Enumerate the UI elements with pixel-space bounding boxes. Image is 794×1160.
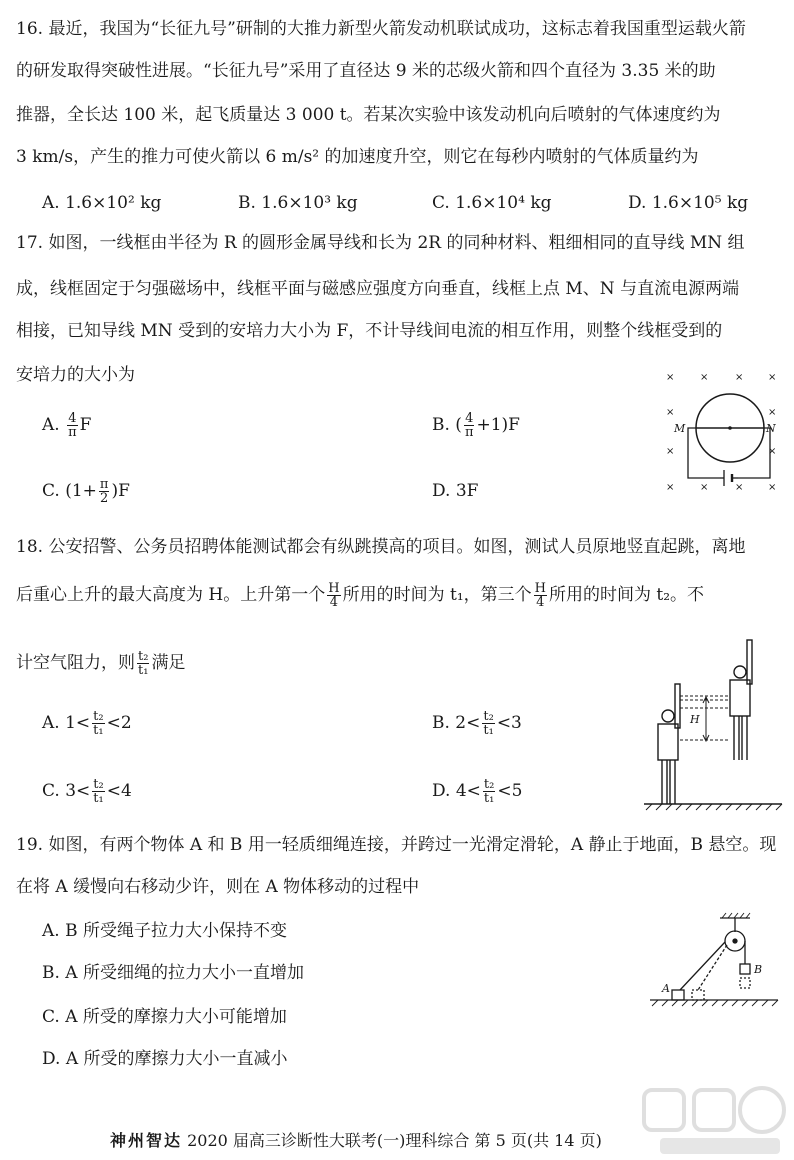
q17-opt-c-den: 2 xyxy=(100,491,109,506)
q18-frac-h-2-den: 4 xyxy=(536,595,545,610)
q18-opt-d-pre: D. 4< xyxy=(432,781,481,801)
q18-line-2-part-a: 后重心上升的最大高度为 H。上升第一个 xyxy=(16,585,326,605)
q18-line-3-part-a: 计空气阻力，则 xyxy=(16,653,135,673)
q18-line-3-part-b: 满足 xyxy=(151,653,186,673)
q18-opt-d-post: <5 xyxy=(497,781,523,801)
q18-frac-h-1-den: 4 xyxy=(329,595,339,610)
q19-figure-pulley xyxy=(646,912,782,1016)
q17-opt-a-den: π xyxy=(68,425,77,440)
q17-option-a xyxy=(42,412,91,439)
q19-line-2: 在将 A 缓慢向右移动少许，则在 A 物体移动的过程中 xyxy=(16,877,420,897)
svg-text:×: × xyxy=(735,482,744,493)
page-footer xyxy=(110,1128,602,1151)
svg-text:×: × xyxy=(666,372,675,383)
q16-line-3: 推器，全长达 100 米，起飞质量达 3 000 t。若某次实验中该发动机向后喷射的气体速度约为 xyxy=(16,105,721,125)
q19-option-c: C. A 所受的摩擦力大小可能增加 xyxy=(42,1007,287,1027)
svg-text:×: × xyxy=(700,482,709,493)
q19-option-a: A. B 所受绳子拉力大小保持不变 xyxy=(42,921,287,941)
q18-opt-b-pre: B. 2< xyxy=(432,713,481,733)
q17-opt-a-prefix: A. xyxy=(42,415,60,435)
q17-option-d: D. 3F xyxy=(432,481,479,501)
q18-opt-c-pre: C. 3< xyxy=(42,781,91,801)
q17-opt-b-fraction xyxy=(464,412,475,439)
svg-text:×: × xyxy=(768,482,777,493)
block-a-dashed xyxy=(692,990,704,1000)
q18-opt-c-post: <4 xyxy=(106,781,132,801)
label-b: B xyxy=(754,963,763,976)
footer-text: 2020 届高三诊断性大联考(一)理科综合 第 5 页(共 14 页) xyxy=(182,1131,602,1150)
q17-opt-b-prefix: B. ( xyxy=(432,415,462,435)
q18-opt-c-den: t₁ xyxy=(93,791,104,806)
q18-opt-b-post: <3 xyxy=(496,713,522,733)
q16-line-1: 16. 最近，我国为“长征九号”研制的大推力新型火箭发动机联试成功，这标志着我国重型运载火箭 xyxy=(16,19,746,39)
q18-line-2-part-c: 所用的时间为 t₂。不 xyxy=(548,585,705,605)
jumping-person xyxy=(730,640,752,760)
q18-ratio xyxy=(137,650,149,677)
q18-opt-c-num: t₂ xyxy=(93,777,104,792)
q18-frac-h-1 xyxy=(327,582,340,609)
ceiling-hatching xyxy=(722,913,750,918)
q18-line-3 xyxy=(16,650,185,677)
q17-opt-a-suffix: F xyxy=(79,415,92,435)
label-m: M xyxy=(674,422,686,435)
q18-line-1: 18. 公安招警、公务员招聘体能测试都会有纵跳摸高的项目。如图，测试人员原地竖直起跳，离地 xyxy=(16,537,746,557)
q17-line-2: 成，线框固定于匀强磁场中，线框平面与磁感应强度方向垂直，线框上点 M、N 与直流电源两端 xyxy=(16,279,740,299)
q17-line-1: 17. 如图，一线框由半径为 R 的圆形金属导线和长为 2R 的同种材料、粗细相同的直导线 MN 组 xyxy=(16,233,745,253)
q18-opt-d-num: t₂ xyxy=(483,777,495,792)
footer-brand: 神州智达 xyxy=(110,1131,183,1150)
q17-opt-c-prefix: C. (1+ xyxy=(42,481,97,501)
q18-ratio-num: t₂ xyxy=(138,649,149,664)
q19-option-b: B. A 所受细绳的拉力大小一直增加 xyxy=(42,963,304,983)
q17-opt-a-fraction xyxy=(67,412,78,439)
q18-option-b xyxy=(432,710,522,737)
q18-option-d xyxy=(432,778,522,805)
q18-option-c xyxy=(42,778,132,805)
q18-opt-a-ratio xyxy=(92,710,104,737)
q18-opt-b-den: t₁ xyxy=(483,723,494,738)
q17-figure-circuit xyxy=(660,368,784,498)
q18-opt-c-ratio xyxy=(92,778,104,805)
q16-option-d: D. 1.6×10⁵ kg xyxy=(628,193,749,213)
standing-person xyxy=(658,684,680,804)
svg-text:×: × xyxy=(666,446,675,457)
q17-opt-a-num: 4 xyxy=(68,411,77,426)
svg-text:×: × xyxy=(666,482,675,493)
q17-line-3: 相接，已知导线 MN 受到的安培力大小为 F，不计导线间电流的相互作用，则整个线框受到的 xyxy=(16,321,723,341)
q17-line-4: 安培力的大小为 xyxy=(16,365,135,385)
q17-option-c xyxy=(42,478,130,505)
q18-ratio-den: t₁ xyxy=(138,663,149,678)
q17-opt-b-num: 4 xyxy=(465,411,474,426)
q18-line-2 xyxy=(16,582,704,609)
q17-opt-b-suffix: +1)F xyxy=(476,415,520,435)
q16-option-c: C. 1.6×10⁴ kg xyxy=(432,193,552,213)
q18-opt-d-den: t₁ xyxy=(483,791,495,806)
q18-opt-a-num: t₂ xyxy=(93,709,104,724)
q17-opt-c-num: π xyxy=(99,477,109,492)
circuit-wire xyxy=(688,428,770,478)
q18-line-2-part-b: 所用的时间为 t₁，第三个 xyxy=(342,585,532,605)
q18-figure-jump xyxy=(640,636,790,812)
svg-text:×: × xyxy=(768,372,777,383)
svg-text:×: × xyxy=(768,407,777,418)
q18-opt-b-ratio xyxy=(482,710,494,737)
q16-option-a: A. 1.6×10² kg xyxy=(42,193,162,213)
q19-line-1: 19. 如图，有两个物体 A 和 B 用一轻质细绳连接，并跨过一光滑定滑轮，A 静止于地面，B 悬空。现 xyxy=(16,835,777,855)
q18-frac-h-2-num: H xyxy=(534,581,546,596)
q18-opt-a-post: <2 xyxy=(106,713,132,733)
label-a: A xyxy=(662,982,670,995)
q18-opt-a-den: t₁ xyxy=(93,723,104,738)
svg-text:×: × xyxy=(735,372,744,383)
q18-frac-h-1-num: H xyxy=(328,581,340,596)
pulley-axle xyxy=(733,939,737,943)
q18-option-a xyxy=(42,710,132,737)
q18-opt-b-num: t₂ xyxy=(483,709,494,724)
block-a xyxy=(672,990,684,1000)
q18-frac-h-2 xyxy=(534,582,547,609)
floor-hatching xyxy=(652,1000,778,1006)
ground-hatching xyxy=(646,804,782,810)
svg-text:×: × xyxy=(666,407,675,418)
q17-opt-b-den: π xyxy=(464,425,474,440)
block-b-dashed xyxy=(740,978,750,988)
q19-option-d: D. A 所受的摩擦力大小一直减小 xyxy=(42,1049,288,1069)
q18-opt-d-ratio xyxy=(483,778,495,805)
q17-opt-c-fraction xyxy=(99,478,110,505)
label-n: N xyxy=(766,422,776,435)
q17-option-b xyxy=(432,412,520,439)
rope-to-a-moved xyxy=(698,945,727,990)
q16-line-4: 3 km/s，产生的推力可使火箭以 6 m/s² 的加速度升空，则它在每秒内喷射的气体质量约为 xyxy=(16,147,699,167)
q18-opt-a-pre: A. 1< xyxy=(42,713,91,733)
q17-opt-c-suffix: )F xyxy=(111,481,130,501)
watermark-logo xyxy=(640,1080,790,1160)
label-h: H xyxy=(690,713,700,726)
q16-option-b: B. 1.6×10³ kg xyxy=(238,193,358,213)
svg-text:×: × xyxy=(700,372,709,383)
height-guides xyxy=(680,696,730,740)
q16-line-2: 的研发取得突破性进展。“长征九号”采用了直径达 9 米的芯级火箭和四个直径为 3.35 米的助 xyxy=(16,61,716,81)
block-b xyxy=(740,964,750,974)
svg-text:×: × xyxy=(768,446,777,457)
center-dot xyxy=(728,426,732,430)
